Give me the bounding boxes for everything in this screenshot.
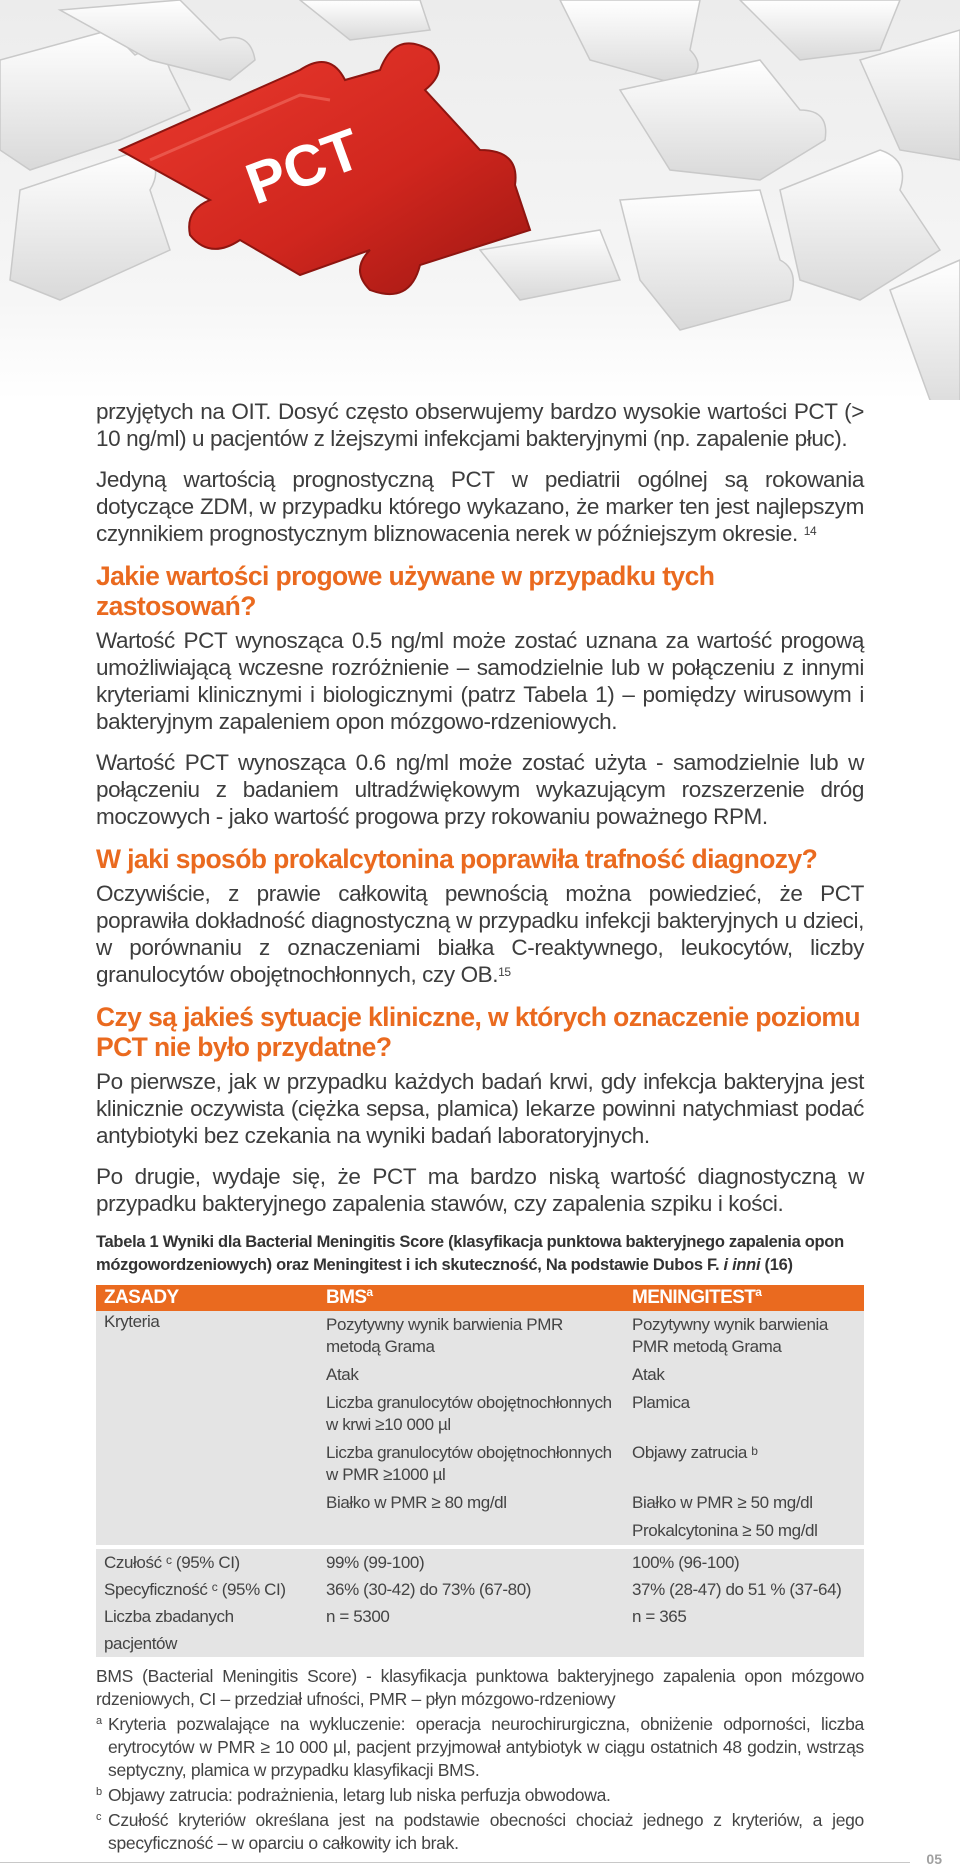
article-content [96, 398, 864, 1855]
hero-puzzle-image [0, 0, 960, 400]
table-row [96, 1576, 864, 1603]
header-cell: ZASADY [96, 1285, 318, 1311]
criteria-item: Liczba granulocytów obojętnochłonnych w PMR ≥1000 µl [326, 1443, 612, 1484]
footnote: b Objawy zatrucia: podrażnienia, letarg lub niska perfuzja obwodowa. [96, 1785, 611, 1805]
criteria-item: Pozytywny wynik barwienia PMR metodą Grama [326, 1315, 563, 1356]
paragraph: Wartość PCT wynosząca 0.6 ng/ml może zostać użyta - samodzielnie lub w połączeniu z badaniem ultradźwiękowym wykazującym rozszerzenie dróg moczowych - jako wartość progowa przy rokowaniu poważnego RPM. [96, 750, 864, 829]
table-header-row [96, 1285, 864, 1311]
paragraph: Oczywiście, z prawie całkowitą pewnością można powiedzieć, że PCT poprawiła dokładność diagnostyczną w przypadku infekcji bakteryjnych u dzieci, w porównaniu z oznaczeniami białka C-reaktywnego, leukocytów, liczby granulocytów obojętnochłonnych, czy OB.$^{15}$ [96, 881, 864, 987]
reference-mark: 15 [498, 965, 511, 979]
stat-label: Czułość $^c$ (95% CI) [96, 1549, 318, 1576]
stat-value: 36% (30-42) do 73% (67-80) [318, 1576, 624, 1603]
footer-divider [0, 1862, 910, 1863]
criteria-item: Białko w PMR ≥ 80 mg/dl [326, 1493, 507, 1512]
stat-label: Specyficzność $^c$ (95% CI) [96, 1576, 318, 1603]
stat-value: 99% (99-100) [318, 1549, 624, 1576]
criteria-item: Prokalcytonina ≥ 50 mg/dl [632, 1521, 818, 1540]
criteria-item: Białko w PMR ≥ 50 mg/dl [632, 1493, 813, 1512]
stat-value: 37% (28-47) do 51 % (37-64) [624, 1576, 864, 1603]
table-footnotes [96, 1665, 864, 1855]
footnote-abbreviations: BMS (Bacterial Meningitis Score) - klasyfikacja punktowa bakteryjnego zapalenia opon mózgowo rdzeniowych, CI – przedział ufności, PMR – płyn mózgowo-rdzeniowy [96, 1666, 864, 1709]
table-row [96, 1311, 864, 1545]
reference-mark: 14 [803, 524, 817, 538]
stat-label: Liczba zbadanych pacjentów [96, 1603, 318, 1657]
table-row [96, 1603, 864, 1657]
stat-value: n = 365 [624, 1603, 864, 1657]
section-heading: Jakie wartości progowe używane w przypadku tych zastosowań? [96, 561, 715, 621]
criteria-label: Kryteria [96, 1311, 318, 1545]
meningitis-score-table [96, 1285, 864, 1657]
criteria-item: Objawy zatrucia $^b$ [632, 1443, 758, 1462]
criteria-item: Atak [632, 1365, 665, 1384]
paragraph: Po drugie, wydaje się, że PCT ma bardzo niską wartość diagnostyczną w przypadku bakteryjnego zapalenia stawów, czy zapalenia szpiku i kości. [96, 1164, 864, 1216]
bms-criteria [318, 1311, 624, 1545]
stat-value: 100% (96-100) [624, 1549, 864, 1576]
criteria-item: Pozytywny wynik barwienia PMR metodą Grama [632, 1315, 828, 1356]
footnote: a Kryteria pozwalające na wykluczenie: operacja neurochirurgiczna, obniżenie odporności, liczba erytrocytów w PMR ≥ 10 000 µl, pacjent przyjmował antybiotyk w ciągu ostatnich 48 godzin, wstrząs septyczny, plamica w przypadku klasyfikacji BMS. [96, 1714, 864, 1780]
section-heading: Czy są jakieś sytuacje kliniczne, w których oznaczenie poziomu PCT nie było przydatne? [96, 1002, 860, 1062]
table-row [96, 1549, 864, 1576]
footnote: c Czułość kryteriów określana jest na podstawie obecności chociaż jednego z kryteriów, a jego specyficzność – w oparciu o całkowity ich brak. [96, 1810, 864, 1853]
meningitest-criteria [624, 1311, 864, 1545]
stat-value: n = 5300 [318, 1603, 624, 1657]
paragraph: przyjętych na OIT. Dosyć często obserwujemy bardzo wysokie wartości PCT (> 10 ng/ml) u pacjentów z lżejszymi infekcjami bakteryjnymi (np. zapalenie płuc). [96, 399, 864, 451]
section-heading: W jaki sposób prokalcytonina poprawiła trafność diagnozy? [96, 844, 818, 874]
paragraph: Po pierwsze, jak w przypadku każdych badań krwi, gdy infekcja bakteryjna jest klinicznie oczywista (ciężka sepsa, plamica) lekarze powinni natychmiast podać antybiotyki bez czekania na wyniki badań laboratoryjnych. [96, 1069, 864, 1148]
criteria-item: Atak [326, 1365, 359, 1384]
criteria-item: Plamica [632, 1393, 690, 1412]
paragraph: Jedyną wartością prognostyczną PCT w pediatrii ogólnej są rokowania dotyczące ZDM, w przypadku którego wykazano, że marker ten jest najlepszym czynnikiem prognostycznym bliznowacenia nerek w późniejszym okresie. $^{14}$ [96, 467, 864, 546]
table-caption: Tabela 1 Wyniki dla Bacterial Meningitis Score (klasyfikacja punktowa bakteryjnego zapalenia opon mózgowordzeniowych) oraz Meningitest i ich skuteczność, Na podstawie Dubos F. i inni (16) [96, 1233, 844, 1274]
header-cell: MENINGITEST$^a$ [624, 1285, 864, 1311]
paragraph: Wartość PCT wynosząca 0.5 ng/ml może zostać uznana za wartość progową umożliwiającą wczesne rozróżnienie – samodzielnie lub w połączeniu z innymi kryteriami klinicznymi i biologicznymi (patrz Tabela 1) – pomiędzy wirusowym i bakteryjnym zapaleniem opon mózgowo-rdzeniowych. [96, 628, 864, 734]
header-cell: BMS$^a$ [318, 1285, 624, 1311]
criteria-item: Liczba granulocytów obojętnochłonnych w krwi ≥10 000 µl [326, 1393, 612, 1434]
puzzle-label: PCT [237, 116, 369, 218]
page-number: 05 [926, 1851, 942, 1867]
